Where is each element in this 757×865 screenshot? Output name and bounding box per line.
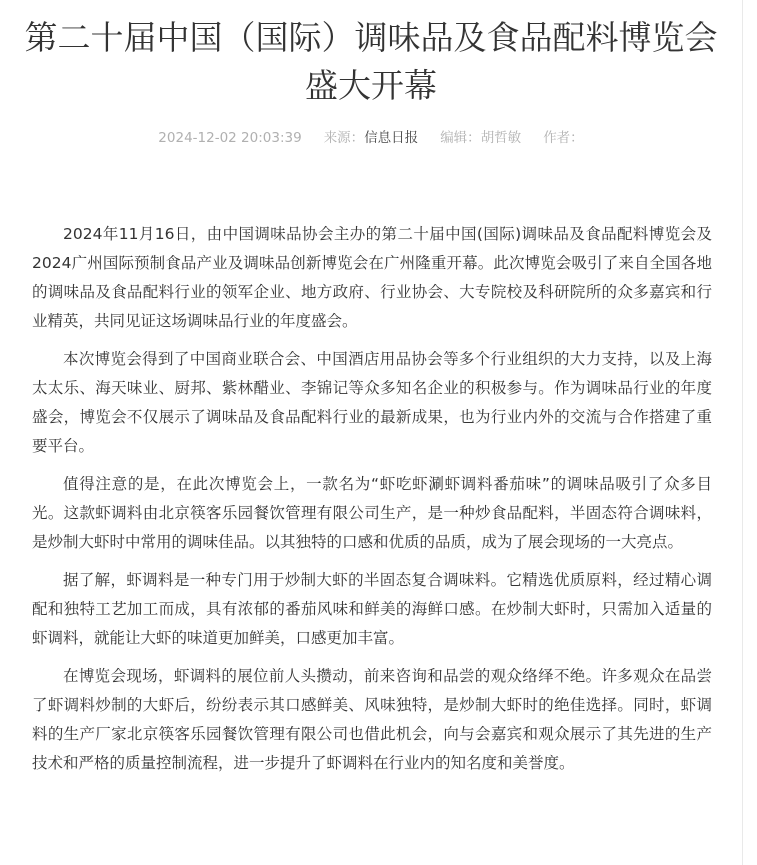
page-border xyxy=(742,0,743,865)
editor-value: 胡哲敏 xyxy=(480,130,522,146)
author-label: 作者： xyxy=(543,130,584,146)
editor-label: 编辑： xyxy=(440,130,481,146)
source-value[interactable]: 信息日报 xyxy=(364,130,419,146)
paragraph: 本次博览会得到了中国商业联合会、中国酒店用品协会等多个行业组织的大力支持，以及上海太太乐、海天味业、厨邦、紫林醋业、李锦记等众多知名企业的积极参与。作为调味品行业的年度盛会，博览会不仅展示了调味品及食品配料行业的最新成果，也为行业内外的交流与合作搭建了重要平台。 xyxy=(32,350,712,455)
paragraph: 值得注意的是，在此次博览会上，一款名为“虾吃虾涮虾调料番茄味”的调味品吸引了众多目光。这款虾调料由北京筷客乐园餐饮管理有限公司生产，是一种炒食品配料，半固态符合调味料，是炒制大虾时中常用的调味佳品。以其独特的口感和优质的品质，成为了展会现场的一大亮点。 xyxy=(32,475,712,551)
paragraph: 2024年11月16日，由中国调味品协会主办的第二十届中国(国际)调味品及食品配料博览会及2024广州国际预制食品产业及调味品创新博览会在广州隆重开幕。此次博览会吸引了来自全国各地的调味品及食品配料行业的领军企业、地方政府、行业协会、大专院校及科研院所的众多嘉宾和行业精英，共同见证这场调味品行业的年度盛会。 xyxy=(32,225,712,330)
article-body xyxy=(0,220,742,778)
paragraph: 据了解，虾调料是一种专门用于炒制大虾的半固态复合调味料。它精选优质原料，经过精心调配和独特工艺加工而成，具有浓郁的番茄风味和鲜美的海鲜口感。在炒制大虾时，只需加入适量的虾调料，就能让大虾的味道更加鲜美，口感更加丰富。 xyxy=(32,571,712,647)
paragraph: 在博览会现场，虾调料的展位前人头攒动，前来咨询和品尝的观众络绎不绝。许多观众在品尝了虾调料炒制的大虾后，纷纷表示其口感鲜美、风味独特，是炒制大虾时的绝佳选择。同时，虾调料的生产厂家北京筷客乐园餐饮管理有限公司也借此机会，向与会嘉宾和观众展示了其先进的生产技术和严格的质量控制流程，进一步提升了虾调料在行业内的知名度和美誉度。 xyxy=(32,667,712,772)
source-label: 来源： xyxy=(323,130,365,146)
article-title: 第二十届中国（国际）调味品及食品配料博览会盛大开幕 xyxy=(24,18,718,105)
article-meta xyxy=(0,128,742,148)
publish-datetime: 2024-12-02 20:03:39 xyxy=(158,130,302,146)
